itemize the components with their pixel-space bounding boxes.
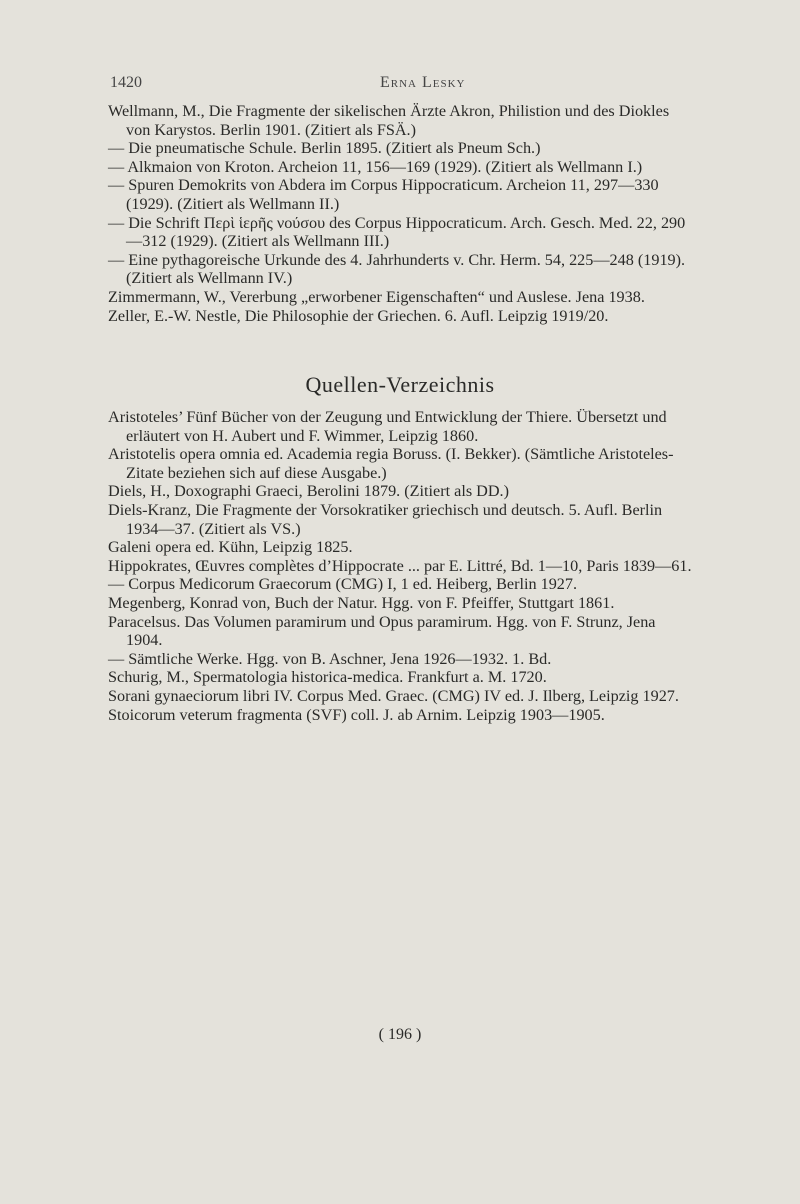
source-entry: Diels-Kranz, Die Fragmente der Vorsokratiker griechisch und deutsch. 5. Aufl. Berlin 1934—37. (Zitiert als VS.) bbox=[108, 500, 663, 538]
source-entry: — Sämtliche Werke. Hgg. von B. Aschner, Jena 1926—1932. 1. Bd. bbox=[108, 649, 552, 668]
bibliography-entry: — Die pneumatische Schule. Berlin 1895. (Zitiert als Pneum Sch.) bbox=[108, 139, 541, 158]
bibliography-list bbox=[108, 102, 694, 325]
bibliography-entry: Zimmermann, W., Vererbung „erworbener Eigenschaften“ und Auslese. Jena 1938. bbox=[108, 287, 645, 306]
running-head-author: Erna Lesky bbox=[380, 74, 466, 91]
page-number: 1420 bbox=[110, 74, 142, 91]
bibliography-entry: — Spuren Demokrits von Abdera im Corpus Hippocraticum. Archeion 11, 297—330 (1929). (Zitiert als Wellmann II.) bbox=[108, 176, 659, 213]
sources-list bbox=[108, 408, 694, 724]
footer-page-marker: ( 196 ) bbox=[378, 1026, 422, 1043]
bibliography-entry: Zeller, E.-W. Nestle, Die Philosophie der Griechen. 6. Aufl. Leipzig 1919/20. bbox=[108, 306, 609, 325]
source-entry: — Corpus Medicorum Graecorum (CMG) I, 1 ed. Heiberg, Berlin 1927. bbox=[108, 575, 578, 594]
bibliography-entry: — Die Schrift Περὶ ἱερῆς νούσου des Corpus Hippocraticum. Arch. Gesch. Med. 22, 290—312 (1929). (Zitiert als Wellmann III.) bbox=[108, 213, 686, 251]
source-entry: Megenberg, Konrad von, Buch der Natur. Hgg. von F. Pfeiffer, Stuttgart 1861. bbox=[108, 593, 615, 612]
bibliography-entry: — Alkmaion von Kroton. Archeion 11, 156—169 (1929). (Zitiert als Wellmann I.) bbox=[108, 157, 643, 176]
source-entry: Paracelsus. Das Volumen paramirum und Opus paramirum. Hgg. von F. Strunz, Jena 1904. bbox=[108, 612, 656, 650]
source-entry: Hippokrates, Œuvres complètes d’Hippocrate ... par E. Littré, Bd. 1—10, Paris 1839—61. bbox=[108, 556, 692, 575]
source-entry: Aristoteles’ Fünf Bücher von der Zeugung und Entwicklung der Thiere. Übersetzt und erläutert von H. Aubert und F. Wimmer, Leipzig 1860. bbox=[108, 408, 667, 445]
bibliography-entry: Wellmann, M., Die Fragmente der sikelischen Ärzte Akron, Philistion und des Diokles von Karystos. Berlin 1901. (Zitiert als FSÄ.) bbox=[108, 102, 670, 139]
section-heading: Quellen-Verzeichnis bbox=[305, 372, 495, 397]
source-entry: Diels, H., Doxographi Graeci, Berolini 1879. (Zitiert als DD.) bbox=[108, 482, 509, 501]
source-entry: Galeni opera ed. Kühn, Leipzig 1825. bbox=[108, 538, 353, 557]
source-entry: Stoicorum veterum fragmenta (SVF) coll. J. ab Arnim. Leipzig 1903—1905. bbox=[108, 705, 605, 724]
source-entry: Schurig, M., Spermatologia historica-medica. Frankfurt a. M. 1720. bbox=[108, 668, 547, 687]
source-entry: Aristotelis opera omnia ed. Academia regia Boruss. (I. Bekker). (Sämtliche Aristoteles-Zitate beziehen sich auf diese Ausgabe.) bbox=[108, 445, 674, 482]
bibliography-entry: — Eine pythagoreische Urkunde des 4. Jahrhunderts v. Chr. Herm. 54, 225—248 (1919). (Zitiert als Wellmann IV.) bbox=[108, 250, 686, 288]
source-entry: Sorani gynaeciorum libri IV. Corpus Med. Graec. (CMG) IV ed. J. Ilberg, Leipzig 1927. bbox=[108, 686, 679, 705]
